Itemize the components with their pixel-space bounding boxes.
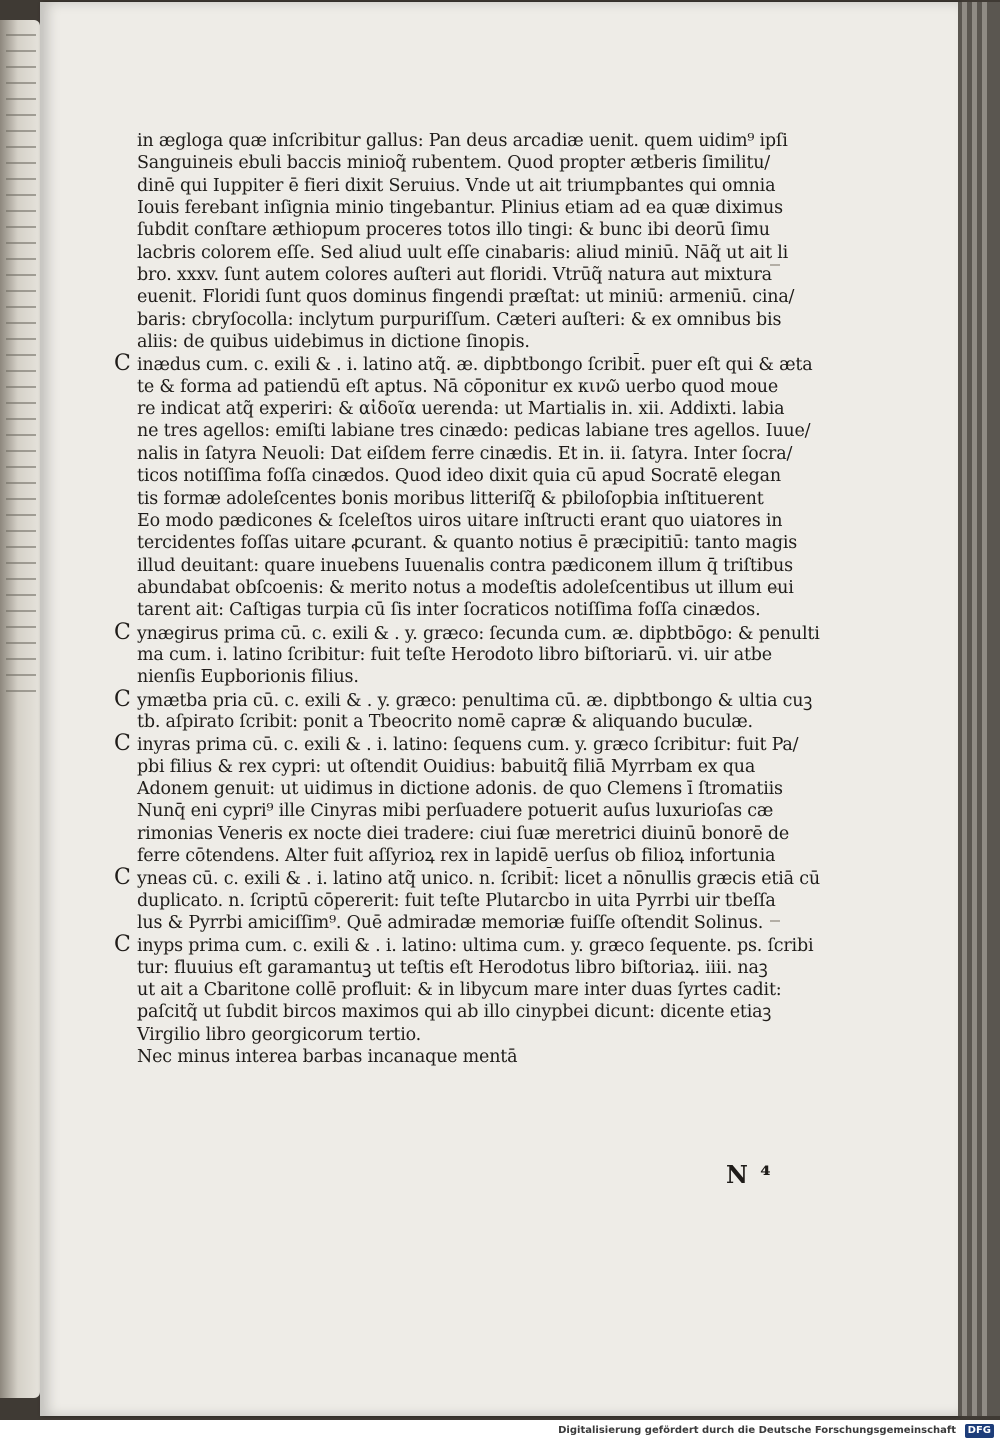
text-line — [100, 577, 820, 599]
line-text: duplicato. n. ſcriptū cōpererit: fuit teſte Plutarcbo in uita Pyrrbi uir tbeſſa — [137, 890, 776, 911]
text-line — [100, 242, 820, 264]
line-text: ferre cōtendens. Alter fuit aſſyrioꝝ rex in lapidē uerſus ob filioꝝ infortunia — [137, 846, 776, 866]
line-text: euenit. Floridi ſunt quos dominus fingendi præſtat: ut miniū: armeniū. cina/ — [137, 287, 795, 308]
line-text: tb. aſpirato ſcribit̄: ponit̄ a Tbeocrito nomē capræ & aliquando buculæ. — [137, 711, 753, 732]
text-line — [100, 823, 820, 845]
line-text: Nunq̄ eni cypri⁹ ille Cinyras mibi perſuadere potuerit auſus luxurioſas cæ — [137, 801, 774, 822]
line-text: Adonem genuit: ut uidimus in dictione adonis. de quo Clemens ī ſtromatiis — [137, 778, 783, 799]
dfg-logo: DFG — [965, 1424, 994, 1438]
book-page — [40, 2, 958, 1416]
text-line — [100, 219, 820, 241]
line-text: tercidentes foſſas uitare ꝓcurant. & quanto notius ē præcipitiū: tanto magis — [137, 533, 797, 554]
line-text: rimonias Veneris ex nocte diei tradere: ciui ſuæ meretrici diuinū bonorē de — [137, 823, 790, 844]
text-line — [100, 555, 820, 577]
text-line — [100, 331, 820, 353]
text-line — [100, 420, 820, 442]
text-line — [100, 443, 820, 465]
line-text: ymætba pria cū. c. exili & . y. græco: penultima cū. æ. dipbtbongo & ultia cuꝫ — [137, 690, 813, 711]
line-text: tis formæ adoleſcentes bonis moribus litteriſq̃ & pbiloſopbia inſtituerent — [137, 488, 764, 509]
text-line — [100, 465, 820, 487]
text-line — [100, 510, 820, 532]
line-text: Sanguineis ebuli baccis minioq̃ rubentem. Quod propter ætberis ſimilitu/ — [137, 153, 770, 174]
text-line — [100, 286, 820, 308]
line-text: te & forma ad patiendū eſt aptus. Nā cōponitur ex κινῶ uerbo quod moue — [137, 376, 779, 397]
funding-credit: Digitalisierung gefördert durch die Deutsche Forschungsgemeinschaft — [558, 1425, 956, 1436]
line-text: tur: fluuius eſt garamantuꝫ ut teſtis eſt Herodotus libro biſtoriaꝝ. iiii. naꝫ — [137, 957, 768, 978]
text-line — [100, 398, 820, 420]
entry-first-line — [100, 622, 820, 644]
entry-initial: C — [114, 688, 131, 711]
line-text: Virgilio libro georgicorum tertio. — [137, 1024, 422, 1045]
text-line — [100, 1046, 820, 1068]
line-text: ſubdit conſtare æthiopum proceres totos illo tingi: & bunc ibi deorū ſimu — [137, 220, 770, 241]
entry-first-line — [100, 934, 820, 956]
line-text: in ægloga quæ inſcribitur gallus: Pan deus arcadiæ uenit. quem uidim⁹ ipſi — [137, 131, 788, 151]
text-line — [100, 666, 820, 688]
entry-first-line — [100, 689, 820, 711]
line-text: re indicat atq̃ experiri: & αἰδοῖα uerenda: ut Martialis in. xii. Addixti. labia — [137, 399, 785, 420]
text-line — [100, 264, 820, 286]
line-text: pbi filius & rex cypri: ut oſtendit Ouidius: babuitq̃ filiā Myrrbam ex qua — [137, 756, 756, 777]
entry-first-line — [100, 353, 820, 375]
entry-first-line — [100, 867, 820, 889]
entry-initial: C — [114, 733, 131, 756]
line-text: aliis: de quibus uidebimus in dictione ſinopis. — [137, 332, 530, 353]
line-text: ut ait a Cbaritone collē profluit: & in libycum mare inter duas ſyrtes cadit: — [137, 980, 782, 1001]
text-line — [100, 957, 820, 979]
text-line — [100, 197, 820, 219]
text-line — [100, 778, 820, 800]
line-text: ticos notiſſima foſſa cinædos. Quod ideo dixit quia cū apud Socratē elegan — [137, 466, 781, 487]
line-text: abundabat obſcoenis: & merito notus a modeſtis adoleſcentibus ut illum eui — [137, 577, 794, 598]
line-text: dinē qui Iuppiter ē fieri dixit Seruius. Vnde ut ait triumpbantes qui omnia — [137, 175, 776, 196]
text-line — [100, 912, 820, 934]
text-line — [100, 309, 820, 331]
text-line — [100, 488, 820, 510]
entry-initial: C — [114, 934, 131, 957]
page-stack-edge — [958, 2, 1000, 1416]
text-line — [100, 130, 820, 152]
line-text: inyras prima cū. c. exili & . i. latino: ſequens cum. y. græco ſcribitur: fuit Pa/ — [137, 735, 799, 756]
facing-page-edge — [0, 20, 40, 1398]
line-text: bro. xxxv. ſunt autem colores auſteri aut floridi. Vtrūq̃ natura aut mixtura — [137, 265, 772, 286]
line-text: yneas cū. c. exili & . i. latino atq̃ unico. n. ſcribit̄: licet a nōnullis græcis etiā cū — [137, 869, 820, 890]
entry-initial: C — [114, 867, 131, 890]
text-line — [100, 800, 820, 822]
entry-initial: C — [114, 353, 131, 376]
line-text: tarent ait: Caſtigas turpia cū ſis inter ſocraticos notiſſima foſſa cinædos. — [137, 600, 761, 621]
text-line — [100, 979, 820, 1001]
text-line — [100, 376, 820, 398]
signature-mark: N ⁴ — [726, 1160, 773, 1189]
line-text: Iouis ferebant inſignia minio tingebantur. Plinius etiam ad ea quæ diximus — [137, 198, 783, 219]
line-text: inædus cum. c. exili & . i. latino atq̃. æ. dipbtbongo ſcribit̄. puer eſt qui & æta — [137, 355, 813, 376]
line-text: lacbris colorem eſſe. Sed aliud uult eſſe cinabaris: aliud miniū. Nāq̃ ut ait li — [137, 242, 789, 263]
text-block — [100, 130, 820, 1068]
line-text: lus & Pyrrbi amiciſſim⁹. Quē admiradæ memoriæ fuiſſe oſtendit Solinus. — [137, 913, 764, 934]
footer-bar — [0, 1420, 1000, 1442]
line-text: nalis in ſatyra Neuoli: Dat eiſdem ferre cinædis. Et in. ii. ſatyra. Inter ſocra/ — [137, 443, 793, 464]
text-line — [100, 1024, 820, 1046]
entry-first-line — [100, 733, 820, 755]
text-line — [100, 711, 820, 733]
text-line — [100, 845, 820, 867]
text-line — [100, 152, 820, 174]
line-text: baris: cbryſocolla: inclytum purpuriſſum. Cæteri auſteri: & ex omnibus bis — [137, 309, 782, 330]
text-line — [100, 599, 820, 621]
line-text: nienſis Eupborionis filius. — [137, 667, 359, 688]
text-line — [100, 532, 820, 554]
line-text: paſcitq̃ ut ſubdit bircos maximos qui ab illo cinypbei dicunt̄: dicente etiaꝫ — [137, 1002, 772, 1023]
entry-initial: C — [114, 621, 131, 644]
text-line — [100, 644, 820, 666]
text-line — [100, 756, 820, 778]
line-text: ynægirus prima cū. c. exili & . y. græco: ſecunda cum. æ. dipbtbōgo: & penulti — [137, 623, 820, 644]
text-line — [100, 175, 820, 197]
line-text: illud deuitant: quare inuebens Iuuenalis contra pædiconem illum q̄ triſtibus — [137, 555, 793, 576]
line-text: ma cum. i. latino ſcribitur: fuit teſte Herodoto libro biſtoriarū. vi. uir atbe — [137, 644, 772, 665]
text-line — [100, 1001, 820, 1023]
line-text: inyps prima cum. c. exili & . i. latino: ultima cum. y. græco ſequente. ps. ſcribi — [137, 936, 814, 957]
text-line — [100, 890, 820, 912]
line-text: ne tres agellos: emiſti labiane tres cinædo: pedicas labiane tres agellos. Iuue/ — [137, 421, 811, 442]
line-text: Nec minus interea barbas incanaque mentā — [137, 1047, 518, 1068]
line-text: Eo modo pædicones & ſceleſtos uiros uitare inſtructi erant quo uiatores in — [137, 510, 783, 531]
